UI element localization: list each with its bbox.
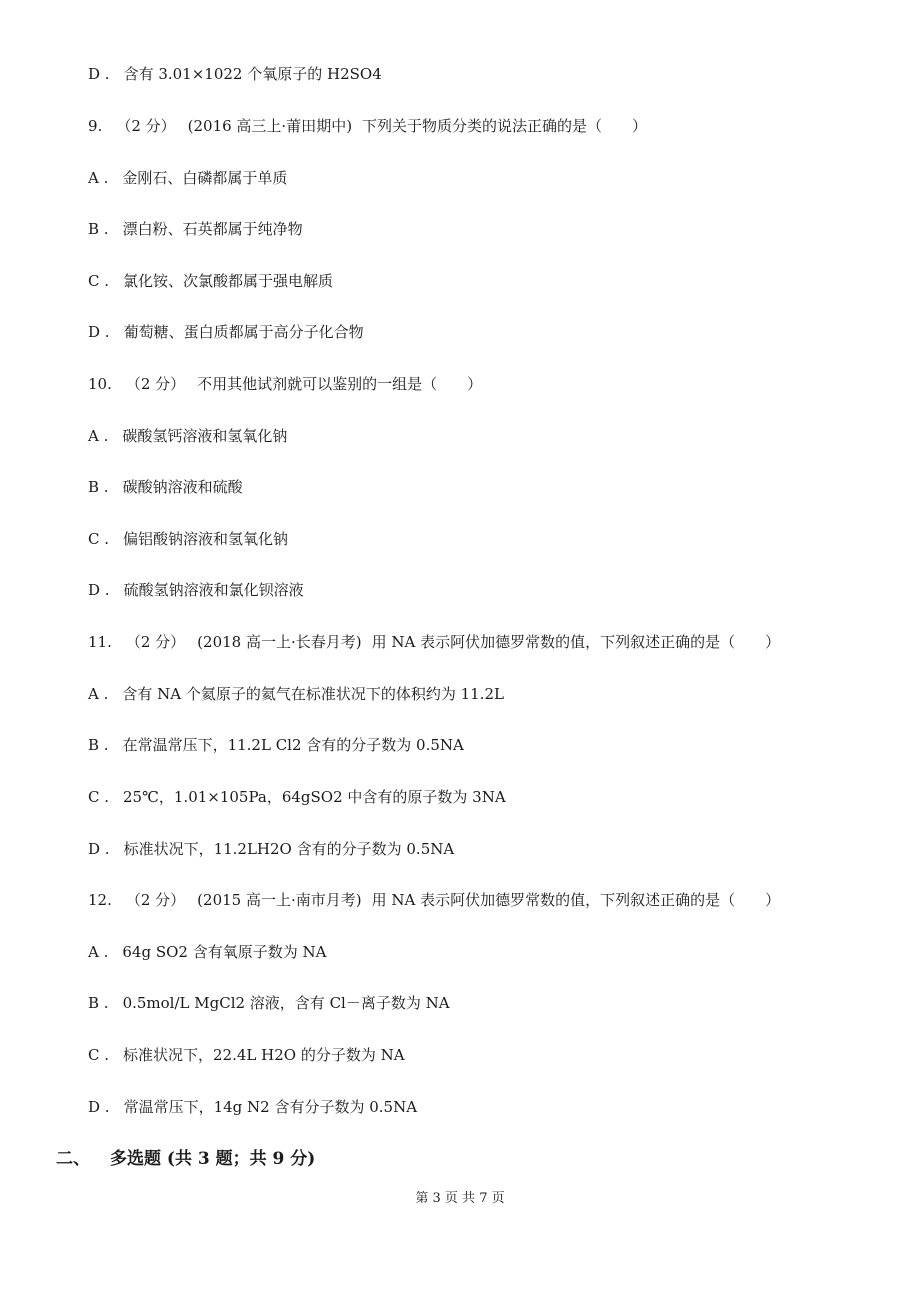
option-row [88,787,506,807]
question-score: （2 分） [125,891,186,909]
question-stem [88,890,780,910]
option-text: 碳酸氢钙溶液和氢氧化钠 [122,427,288,445]
question-score: （2 分） [125,633,186,651]
option-row [88,322,364,342]
option-letter: C . [88,1046,110,1064]
option-row [88,735,464,755]
option-letter: D . [88,323,110,341]
section-heading [56,1148,315,1170]
option-row [88,839,454,859]
option-row [88,168,287,188]
option-text: 漂白粉、石英都属于纯净物 [122,220,303,238]
option-text: 在常温常压下，11.2L Cl2 含有的分子数为 0.5NA [122,736,464,754]
option-letter: B . [88,478,109,496]
option-row [88,942,326,962]
section-title: 多选题 (共 3 题；共 9 分) [110,1149,316,1169]
option-letter: C . [88,272,110,290]
option-letter: A . [88,685,109,703]
question-stem [88,632,780,652]
option-row [88,1097,417,1117]
option-text: 硫酸氢钠溶液和氯化钡溶液 [123,581,304,599]
question-stem [88,116,647,136]
option-text: 0.5mol/L MgCl2 溶液，含有 Cl－离子数为 NA [122,994,450,1012]
section-number: 二、 [56,1149,90,1169]
question-score: （2 分） [116,117,176,135]
question-text: 用 NA 表示阿伏加德罗常数的值，下列叙述正确的是（ ） [371,633,781,651]
option-letter: B . [88,736,109,754]
option-letter: A . [88,427,109,445]
question-number: 10. [88,375,112,393]
option-letter: B . [88,994,109,1012]
question-source: (2015 高一上·南市月考) [197,891,362,909]
question-score: （2 分） [125,375,186,393]
option-text: 标准状况下，11.2LH2O 含有的分子数为 0.5NA [123,840,455,858]
option-letter: A . [88,169,109,187]
question-source: (2018 高一上·长春月考) [197,633,362,651]
option-row [88,271,333,291]
option-row [88,219,303,239]
option-row [88,684,504,704]
option-text: 偏铝酸钠溶液和氢氧化钠 [123,530,289,548]
option-letter: D . [88,840,110,858]
option-text: 氯化铵、次氯酸都属于强电解质 [123,272,334,290]
question-text: 下列关于物质分类的说法正确的是（ ） [362,117,648,135]
option-text: 常温常压下，14g N2 含有分子数为 0.5NA [123,1098,418,1116]
option-letter: B . [88,220,109,238]
page-footer [0,1190,920,1208]
page-number: 第 3 页 共 7 页 [415,1191,505,1206]
question-number: 12. [88,891,112,909]
option-row [88,1045,405,1065]
question-text: 用 NA 表示阿伏加德罗常数的值，下列叙述正确的是（ ） [371,891,781,909]
question-stem [88,374,482,394]
option-letter: D . [88,65,110,83]
option-text: 标准状况下，22.4L H2O 的分子数为 NA [123,1046,405,1064]
option-text: 碳酸钠溶液和硫酸 [122,478,243,496]
option-text: 金刚石、白磷都属于单质 [122,169,288,187]
question-text: 不用其他试剂就可以鉴别的一组是（ ） [197,375,483,393]
option-letter: D . [88,581,110,599]
option-row [88,993,450,1013]
option-row [88,426,287,446]
question-source: (2016 高三上·莆田期中) [187,117,353,135]
option-row [88,580,304,600]
option-text: 葡萄糖、蛋白质都属于高分子化合物 [123,323,364,341]
question-number: 11. [88,633,112,651]
option-row [88,64,382,84]
option-row [88,477,243,497]
option-text: 25℃，1.01×105Pa，64gSO2 中含有的原子数为 3NA [123,788,506,806]
option-letter: C . [88,788,110,806]
option-text: 含有 3.01×1022 个氧原子的 H2SO4 [123,65,382,83]
option-letter: C . [88,530,110,548]
question-number: 9. [88,117,103,135]
option-text: 含有 NA 个氦原子的氦气在标准状况下的体积约为 11.2L [122,685,504,703]
option-letter: A . [88,943,109,961]
option-letter: D . [88,1098,110,1116]
option-text: 64g SO2 含有氧原子数为 NA [122,943,327,961]
option-row [88,529,288,549]
